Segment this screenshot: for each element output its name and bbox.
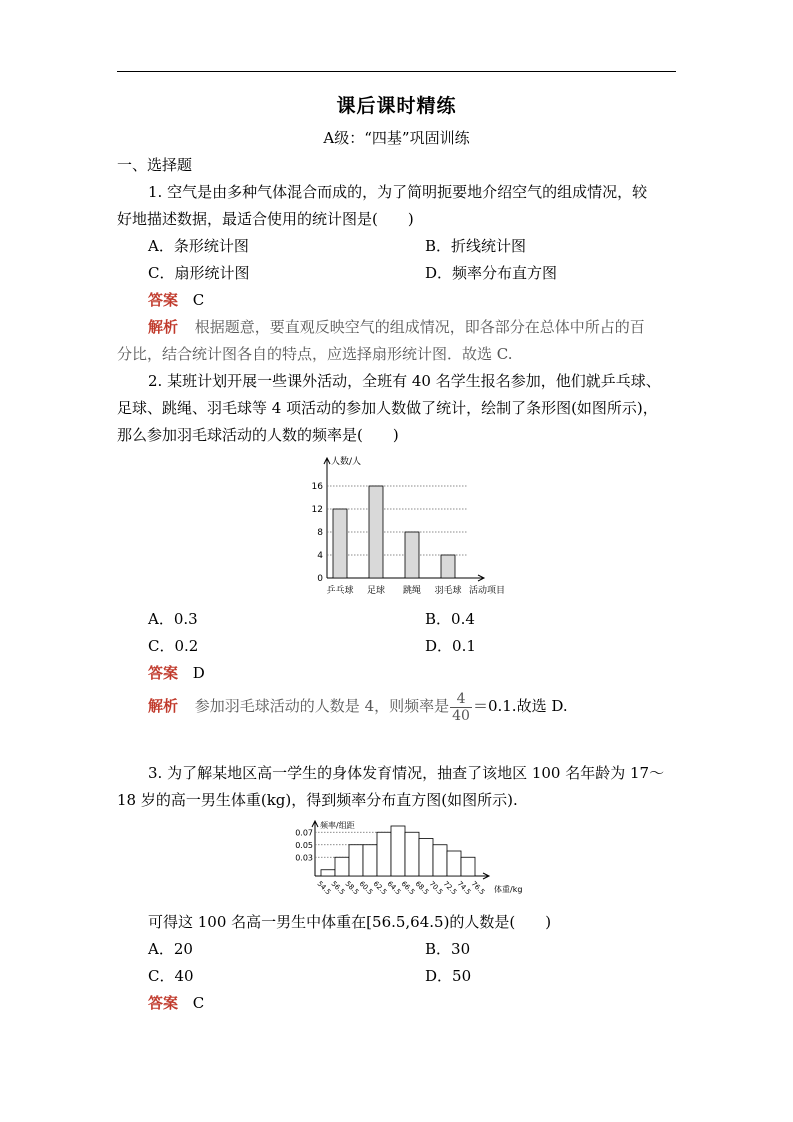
q2-option-d: D．0.1 <box>425 637 476 655</box>
answer-label: 答案 <box>148 664 179 682</box>
histogram-bar <box>349 845 363 876</box>
answer-label: 答案 <box>148 994 179 1012</box>
section-heading: 一、选择题 <box>117 156 193 174</box>
q2-option-c: C．0.2 <box>148 637 199 655</box>
bar-乒乓球 <box>333 509 347 578</box>
analysis-text: 根据题意，要直观反映空气的组成情况，即各部分在总体中所占的百 <box>194 318 645 336</box>
q1-stem-line1: 1. 空气是由多种气体混合而成的，为了简明扼要地介绍空气的组成情况，较 <box>148 183 648 201</box>
q3-stem-line2: 18 岁的高一男生体重(kg)，得到频率分布直方图(如图所示). <box>117 791 518 809</box>
bin-edge-label: 58.5 <box>343 879 361 897</box>
bar-跳绳 <box>405 532 419 578</box>
answer-value: C <box>192 291 205 309</box>
histogram-bar <box>377 832 391 876</box>
weight-histogram <box>284 816 538 904</box>
bar-羽毛球 <box>441 555 455 578</box>
q3-answer <box>148 993 204 1013</box>
histogram-bar <box>335 857 349 876</box>
q1-stem-line2: 好地描述数据，最适合使用的统计图是( ) <box>117 210 414 228</box>
y-tick-label: 16 <box>311 482 323 492</box>
histogram-bar <box>419 839 433 877</box>
answer-label: 答案 <box>148 291 179 309</box>
q1-option-c: C．扇形统计图 <box>148 264 250 282</box>
answer-value: D <box>192 664 205 682</box>
answer-value: C <box>192 994 205 1012</box>
histogram-bar <box>391 826 405 876</box>
bin-edge-label: 60.5 <box>357 879 375 897</box>
y-tick-label: 4 <box>317 551 323 561</box>
histogram-bar <box>447 851 461 876</box>
bin-edge-label: 72.5 <box>441 879 459 897</box>
q2-answer <box>148 663 205 683</box>
y-tick-label: 12 <box>311 505 323 515</box>
y-tick-label: 0.07 <box>295 828 313 838</box>
q2-analysis <box>148 688 568 724</box>
histogram-bar <box>321 870 335 876</box>
q3-option-b: B．30 <box>425 940 471 958</box>
bin-edge-label: 66.5 <box>399 879 417 897</box>
page-subtitle: A级：“四基”巩固训练 <box>323 129 470 147</box>
fraction-denominator: 40 <box>452 707 470 724</box>
bin-edge-label: 68.5 <box>413 879 431 897</box>
q1-option-a: A．条形统计图 <box>148 237 249 255</box>
q2-option-b: B．0.4 <box>425 610 475 628</box>
category-label: 足球 <box>366 586 386 596</box>
bin-edge-label: 56.5 <box>329 879 347 897</box>
fraction-numerator: 4 <box>450 691 472 708</box>
page-title: 课后课时精练 <box>336 95 457 117</box>
q3-stem-line3: 可得这 100 名高一男生中体重在[56.5,64.5)的人数是( ) <box>148 913 552 931</box>
q1-analysis-line1 <box>148 317 645 337</box>
histogram-bar <box>405 832 419 876</box>
x-axis-label: 活动项目 <box>469 586 506 596</box>
analysis-label: 解析 <box>148 697 179 715</box>
analysis-label: 解析 <box>148 318 179 336</box>
q3-option-d: D．50 <box>425 967 472 985</box>
q1-analysis-line2: 分比，结合统计图各自的特点，应选择扇形统计图．故选 C. <box>117 345 513 363</box>
q2-stem-line1: 2. 某班计划开展一些课外活动，全班有 40 名学生报名参加，他们就乒乓球、 <box>148 372 661 390</box>
q3-option-c: C．40 <box>148 967 194 985</box>
bin-edge-label: 70.5 <box>427 879 445 897</box>
category-label: 乒乓球 <box>326 586 354 596</box>
bin-edge-label: 62.5 <box>371 879 389 897</box>
q3-stem-line1: 3. 为了解某地区高一学生的身体发育情况，抽查了该地区 100 名年龄为 17～ <box>148 764 665 782</box>
y-tick-label: 0 <box>317 574 323 584</box>
histogram-bar <box>433 845 447 876</box>
header-rule <box>117 71 676 72</box>
histogram-bar <box>363 845 377 876</box>
bar-足球 <box>369 486 383 578</box>
histogram-bar <box>461 857 475 876</box>
fraction <box>450 691 472 724</box>
analysis-text: 参加羽毛球活动的人数是 4，则频率是 <box>194 697 450 715</box>
q3-option-a: A．20 <box>148 940 193 958</box>
q2-option-a: A．0.3 <box>148 610 198 628</box>
x-axis-label: 体重/kg <box>494 885 523 894</box>
q1-option-d: D．频率分布直方图 <box>425 264 558 282</box>
category-label: 跳绳 <box>402 586 422 596</box>
y-axis-label: 频率/组距 <box>320 821 355 830</box>
q1-option-b: B．折线统计图 <box>425 237 527 255</box>
q2-stem-line2: 足球、跳绳、羽毛球等 4 项活动的参加人数做了统计，绘制了条形图(如图所示)， <box>117 399 658 417</box>
q2-stem-line3: 那么参加羽毛球活动的人数的频率是( ) <box>117 426 399 444</box>
y-tick-label: 0.03 <box>295 853 313 863</box>
y-axis-label: 人数/人 <box>331 457 362 467</box>
bin-edge-label: 74.5 <box>455 879 473 897</box>
bin-edge-label: 76.5 <box>469 879 487 897</box>
q1-answer <box>148 290 204 310</box>
activity-bar-chart <box>302 452 520 600</box>
y-tick-label: 0.05 <box>295 840 313 850</box>
analysis-result: ＝0.1.故选 D. <box>472 697 568 715</box>
category-label: 羽毛球 <box>434 586 462 596</box>
y-tick-label: 8 <box>317 528 323 538</box>
bin-edge-label: 64.5 <box>385 879 403 897</box>
bin-edge-label: 54.5 <box>315 879 333 897</box>
